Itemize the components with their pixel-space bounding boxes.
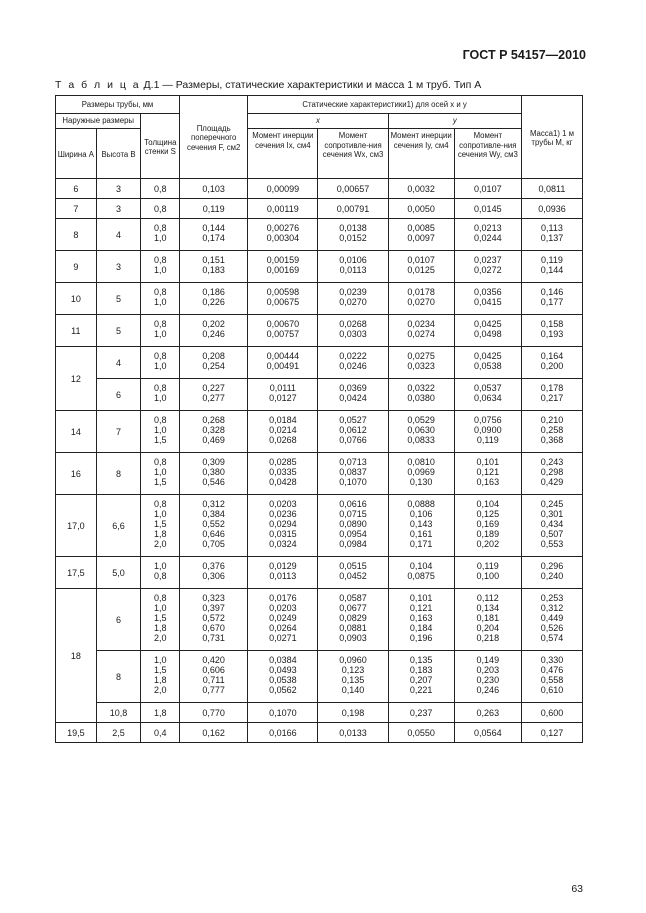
cell-wx: 0,0106 0,0113 bbox=[318, 251, 388, 283]
cell-m: 0,113 0,137 bbox=[521, 219, 582, 251]
header-mass: Масса1) 1 м трубы M, кг bbox=[521, 96, 582, 179]
cell-f: 0,151 0,183 bbox=[180, 251, 248, 283]
cell-ix: 0,0184 0,0214 0,0268 bbox=[248, 411, 318, 453]
cell-height: 7 bbox=[96, 411, 141, 453]
cell-iy: 0,0275 0,0323 bbox=[388, 347, 454, 379]
cell-iy: 0,0085 0,0097 bbox=[388, 219, 454, 251]
cell-f: 0,144 0,174 bbox=[180, 219, 248, 251]
header-height: Высота B bbox=[96, 129, 141, 179]
table-row bbox=[56, 283, 583, 315]
cell-height: 6 bbox=[96, 379, 141, 411]
cell-f: 0,268 0,328 0,469 bbox=[180, 411, 248, 453]
page-number: 63 bbox=[571, 883, 583, 895]
cell-s: 1,8 bbox=[141, 703, 180, 723]
cell-wy: 0,119 0,100 bbox=[454, 557, 521, 589]
cell-s: 0,8 1,0 bbox=[141, 283, 180, 315]
cell-m: 0,296 0,240 bbox=[521, 557, 582, 589]
cell-ix: 0,1070 bbox=[248, 703, 318, 723]
cell-ix: 0,0129 0,0113 bbox=[248, 557, 318, 589]
cell-ix: 0,0384 0,0493 0,0538 0,0562 bbox=[248, 651, 318, 703]
table-row bbox=[56, 347, 583, 379]
cell-ix: 0,0176 0,0203 0,0249 0,0264 0,0271 bbox=[248, 589, 318, 651]
table-row bbox=[56, 179, 583, 199]
header-width: Ширина A bbox=[56, 129, 97, 179]
cell-height: 6 bbox=[96, 589, 141, 651]
cell-iy: 0,237 bbox=[388, 703, 454, 723]
cell-height: 5 bbox=[96, 283, 141, 315]
cell-f: 0,309 0,380 0,546 bbox=[180, 453, 248, 495]
cell-f: 0,312 0,384 0,552 0,646 0,705 bbox=[180, 495, 248, 557]
cell-height: 3 bbox=[96, 199, 141, 219]
cell-s: 0,8 1,0 1,5 bbox=[141, 411, 180, 453]
cell-s: 0,8 1,0 1,5 bbox=[141, 453, 180, 495]
table-row bbox=[56, 411, 583, 453]
document-code: ГОСТ Р 54157—2010 bbox=[462, 48, 586, 62]
cell-f: 0,103 bbox=[180, 179, 248, 199]
cell-wy: 0,0537 0,0634 bbox=[454, 379, 521, 411]
header-static: Статические характеристики1) для осей x и y bbox=[248, 96, 522, 114]
cell-height: 4 bbox=[96, 347, 141, 379]
cell-ix: 0,00444 0,00491 bbox=[248, 347, 318, 379]
cell-f: 0,323 0,397 0,572 0,670 0,731 bbox=[180, 589, 248, 651]
cell-wy: 0,101 0,121 0,163 bbox=[454, 453, 521, 495]
cell-wx: 0,0960 0,123 0,135 0,140 bbox=[318, 651, 388, 703]
cell-f: 0,162 bbox=[180, 723, 248, 743]
cell-wx: 0,00791 bbox=[318, 199, 388, 219]
header-inertia-x: Момент инерции сечения Ix, см4 bbox=[248, 129, 318, 179]
cell-ix: 0,0203 0,0236 0,0294 0,0315 0,0324 bbox=[248, 495, 318, 557]
table-row bbox=[56, 199, 583, 219]
cell-iy: 0,104 0,0875 bbox=[388, 557, 454, 589]
cell-ix: 0,00598 0,00675 bbox=[248, 283, 318, 315]
cell-wy: 0,263 bbox=[454, 703, 521, 723]
cell-wy: 0,0756 0,0900 0,119 bbox=[454, 411, 521, 453]
cell-height: 5 bbox=[96, 315, 141, 347]
cell-f: 0,202 0,246 bbox=[180, 315, 248, 347]
header-axis-y: y bbox=[388, 114, 521, 129]
cell-ix: 0,0285 0,0335 0,0428 bbox=[248, 453, 318, 495]
cell-s: 0,8 1,0 bbox=[141, 251, 180, 283]
cell-width: 6 bbox=[56, 179, 97, 199]
cell-f: 0,376 0,306 bbox=[180, 557, 248, 589]
table-row bbox=[56, 379, 583, 411]
caption-text: Д.1 — Размеры, статические характеристики и масса 1 м труб. Тип А bbox=[140, 79, 482, 91]
cell-iy: 0,135 0,183 0,207 0,221 bbox=[388, 651, 454, 703]
header-axis-x: x bbox=[248, 114, 388, 129]
table-caption bbox=[55, 79, 481, 91]
cell-height: 8 bbox=[96, 651, 141, 703]
cell-m: 0,243 0,298 0,429 bbox=[521, 453, 582, 495]
table-row bbox=[56, 557, 583, 589]
cell-width: 12 bbox=[56, 347, 97, 411]
table-row bbox=[56, 651, 583, 703]
cell-wy: 0,0356 0,0415 bbox=[454, 283, 521, 315]
header-inertia-y: Момент инерции сечения Iy, см4 bbox=[388, 129, 454, 179]
cell-width: 16 bbox=[56, 453, 97, 495]
cell-wx: 0,0515 0,0452 bbox=[318, 557, 388, 589]
cell-wx: 0,0616 0,0715 0,0890 0,0954 0,0984 bbox=[318, 495, 388, 557]
header-resist-y: Момент сопротивле-ния сечения Wy, см3 bbox=[454, 129, 521, 179]
cell-ix: 0,00119 bbox=[248, 199, 318, 219]
cell-wy: 0,0107 bbox=[454, 179, 521, 199]
cell-iy: 0,0810 0,0969 0,130 bbox=[388, 453, 454, 495]
cell-width: 17,0 bbox=[56, 495, 97, 557]
cell-wx: 0,0369 0,0424 bbox=[318, 379, 388, 411]
cell-wx: 0,0239 0,0270 bbox=[318, 283, 388, 315]
cell-ix: 0,00276 0,00304 bbox=[248, 219, 318, 251]
cell-iy: 0,0178 0,0270 bbox=[388, 283, 454, 315]
cell-m: 0,210 0,258 0,368 bbox=[521, 411, 582, 453]
cell-wx: 0,0587 0,0677 0,0829 0,0881 0,0903 bbox=[318, 589, 388, 651]
cell-ix: 0,0166 bbox=[248, 723, 318, 743]
table-row bbox=[56, 703, 583, 723]
cell-wy: 0,0237 0,0272 bbox=[454, 251, 521, 283]
cell-s: 0,8 1,0 bbox=[141, 219, 180, 251]
cell-s: 0,8 1,0 bbox=[141, 315, 180, 347]
cell-wx: 0,0133 bbox=[318, 723, 388, 743]
table-row bbox=[56, 495, 583, 557]
header-area: Площадь поперечного сечения F, см2 bbox=[180, 96, 248, 179]
cell-wy: 0,0564 bbox=[454, 723, 521, 743]
cell-iy: 0,0107 0,0125 bbox=[388, 251, 454, 283]
cell-wx: 0,00657 bbox=[318, 179, 388, 199]
cell-width: 17,5 bbox=[56, 557, 97, 589]
cell-ix: 0,00099 bbox=[248, 179, 318, 199]
cell-iy: 0,0032 bbox=[388, 179, 454, 199]
cell-f: 0,186 0,226 bbox=[180, 283, 248, 315]
cell-wx: 0,0268 0,0303 bbox=[318, 315, 388, 347]
cell-s: 0,8 1,0 bbox=[141, 347, 180, 379]
cell-wx: 0,0222 0,0246 bbox=[318, 347, 388, 379]
cell-iy: 0,101 0,121 0,163 0,184 0,196 bbox=[388, 589, 454, 651]
cell-height: 3 bbox=[96, 251, 141, 283]
cell-m: 0,158 0,193 bbox=[521, 315, 582, 347]
cell-f: 0,420 0,606 0,711 0,777 bbox=[180, 651, 248, 703]
cell-wx: 0,198 bbox=[318, 703, 388, 723]
cell-width: 10 bbox=[56, 283, 97, 315]
cell-wx: 0,0527 0,0612 0,0766 bbox=[318, 411, 388, 453]
cell-m: 0,164 0,200 bbox=[521, 347, 582, 379]
cell-s: 0,4 bbox=[141, 723, 180, 743]
cell-iy: 0,0529 0,0630 0,0833 bbox=[388, 411, 454, 453]
cell-iy: 0,0050 bbox=[388, 199, 454, 219]
cell-m: 0,146 0,177 bbox=[521, 283, 582, 315]
cell-s: 0,8 bbox=[141, 199, 180, 219]
cell-s: 1,0 1,5 1,8 2,0 bbox=[141, 651, 180, 703]
cell-f: 0,227 0,277 bbox=[180, 379, 248, 411]
cell-height: 3 bbox=[96, 179, 141, 199]
cell-wy: 0,149 0,203 0,230 0,246 bbox=[454, 651, 521, 703]
cell-height: 2,5 bbox=[96, 723, 141, 743]
pipe-data-table bbox=[55, 95, 583, 743]
cell-iy: 0,0888 0,106 0,143 0,161 0,171 bbox=[388, 495, 454, 557]
cell-wx: 0,0138 0,0152 bbox=[318, 219, 388, 251]
cell-height: 4 bbox=[96, 219, 141, 251]
cell-m: 0,119 0,144 bbox=[521, 251, 582, 283]
cell-wx: 0,0713 0,0837 0,1070 bbox=[318, 453, 388, 495]
cell-width: 7 bbox=[56, 199, 97, 219]
table-row bbox=[56, 219, 583, 251]
cell-wy: 0,112 0,134 0,181 0,204 0,218 bbox=[454, 589, 521, 651]
cell-s: 0,8 1,0 1,5 1,8 2,0 bbox=[141, 589, 180, 651]
caption-prefix: Т а б л и ц а bbox=[55, 79, 141, 91]
cell-height: 5,0 bbox=[96, 557, 141, 589]
cell-width: 19,5 bbox=[56, 723, 97, 743]
cell-m: 0,330 0,476 0,558 0,610 bbox=[521, 651, 582, 703]
cell-m: 0,253 0,312 0,449 0,526 0,574 bbox=[521, 589, 582, 651]
cell-width: 8 bbox=[56, 219, 97, 251]
cell-m: 0,178 0,217 bbox=[521, 379, 582, 411]
cell-wy: 0,0213 0,0244 bbox=[454, 219, 521, 251]
cell-ix: 0,00159 0,00169 bbox=[248, 251, 318, 283]
header-resist-x: Момент сопротивле-ния сечения Wx, см3 bbox=[318, 129, 388, 179]
cell-f: 0,208 0,254 bbox=[180, 347, 248, 379]
cell-wy: 0,0145 bbox=[454, 199, 521, 219]
cell-iy: 0,0322 0,0380 bbox=[388, 379, 454, 411]
table-row bbox=[56, 315, 583, 347]
header-pipe-sizes: Размеры трубы, мм bbox=[56, 96, 180, 114]
cell-m: 0,127 bbox=[521, 723, 582, 743]
cell-s: 0,8 1,0 1,5 1,8 2,0 bbox=[141, 495, 180, 557]
cell-m: 0,0936 bbox=[521, 199, 582, 219]
cell-f: 0,119 bbox=[180, 199, 248, 219]
cell-ix: 0,00670 0,00757 bbox=[248, 315, 318, 347]
cell-width: 9 bbox=[56, 251, 97, 283]
cell-iy: 0,0550 bbox=[388, 723, 454, 743]
cell-s: 1,0 0,8 bbox=[141, 557, 180, 589]
cell-iy: 0,0234 0,0274 bbox=[388, 315, 454, 347]
header-outer-sizes: Наружные размеры bbox=[56, 114, 141, 129]
cell-s: 0,8 1,0 bbox=[141, 379, 180, 411]
cell-height: 10,8 bbox=[96, 703, 141, 723]
table-row bbox=[56, 453, 583, 495]
cell-width: 14 bbox=[56, 411, 97, 453]
cell-s: 0,8 bbox=[141, 179, 180, 199]
cell-m: 0,0811 bbox=[521, 179, 582, 199]
cell-width: 18 bbox=[56, 589, 97, 723]
header-wall: Толщина стенки S bbox=[141, 114, 180, 179]
table-row bbox=[56, 723, 583, 743]
cell-wy: 0,104 0,125 0,169 0,189 0,202 bbox=[454, 495, 521, 557]
cell-wy: 0,0425 0,0538 bbox=[454, 347, 521, 379]
cell-width: 11 bbox=[56, 315, 97, 347]
cell-f: 0,770 bbox=[180, 703, 248, 723]
cell-height: 8 bbox=[96, 453, 141, 495]
cell-wy: 0,0425 0,0498 bbox=[454, 315, 521, 347]
cell-height: 6,6 bbox=[96, 495, 141, 557]
cell-m: 0,600 bbox=[521, 703, 582, 723]
cell-ix: 0,0111 0,0127 bbox=[248, 379, 318, 411]
table-row bbox=[56, 589, 583, 651]
cell-m: 0,245 0,301 0,434 0,507 0,553 bbox=[521, 495, 582, 557]
table-row bbox=[56, 251, 583, 283]
